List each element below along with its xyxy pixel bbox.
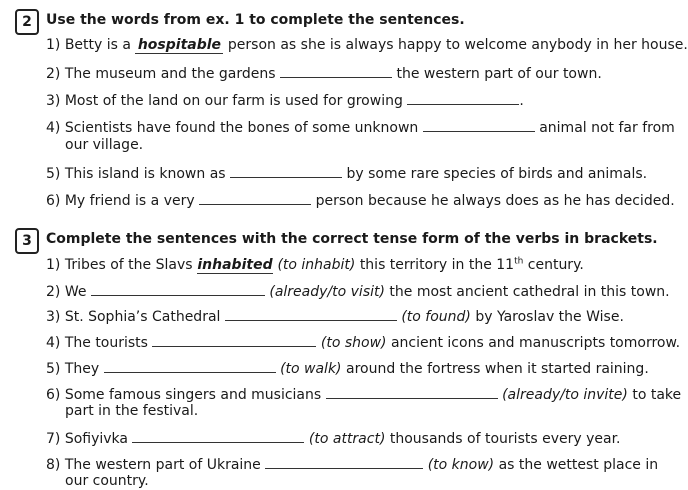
- sentence-text: around the fortress when it started raining.: [345, 361, 649, 377]
- item-number: 1): [46, 257, 61, 273]
- ex3-sentence-3: [46, 306, 624, 326]
- sentence-text: Betty is a: [64, 37, 131, 53]
- item-number: 3): [46, 309, 61, 325]
- answer-blank[interactable]: [225, 306, 397, 321]
- ex3-sentence-7: [46, 428, 621, 448]
- verb-hint: (to walk): [280, 361, 342, 377]
- ex2-sentence-2: [46, 63, 602, 83]
- sentence-text: person because he always does as he has decided.: [315, 193, 675, 209]
- sentence-text: the western part of our town.: [396, 66, 602, 82]
- ex3-sentence-8-continued: our country.: [65, 473, 149, 489]
- answer-blank[interactable]: [423, 117, 535, 132]
- ex2-sentence-4-continued: our village.: [65, 137, 144, 153]
- sentence-text: Tribes of the Slavs: [64, 257, 193, 273]
- sentence-text: The tourists: [64, 335, 148, 351]
- sentence-text: thousands of tourists every year.: [389, 431, 621, 447]
- answer-blank[interactable]: [230, 163, 342, 178]
- sentence-text: .: [519, 93, 524, 109]
- sentence-text: The museum and the gardens: [64, 66, 276, 82]
- exercise-3-title: Complete the sentences with the correct tense form of the verbs in brackets.: [46, 231, 658, 247]
- answer-blank[interactable]: hospitable: [135, 37, 223, 54]
- ex3-sentence-6: [46, 384, 681, 404]
- item-number: 4): [46, 120, 61, 136]
- sentence-text: as the wettest place in: [498, 457, 659, 473]
- answer-blank[interactable]: [199, 190, 311, 205]
- sentence-text: Scientists have found the bones of some unknown: [64, 120, 419, 136]
- ex3-sentence-4: [46, 332, 680, 352]
- sentence-text: Sofiyivka: [64, 431, 128, 447]
- sentence-text: person as she is always happy to welcome anybody in her house.: [227, 37, 688, 53]
- answer-blank[interactable]: [104, 358, 276, 373]
- ex2-sentence-3: [46, 90, 524, 110]
- answer-blank[interactable]: [132, 428, 304, 443]
- sentence-text: the most ancient cathedral in this town.: [389, 284, 670, 300]
- verb-hint: (to found): [401, 309, 471, 325]
- answer-blank[interactable]: [152, 332, 316, 347]
- answer-blank[interactable]: [280, 63, 392, 78]
- sentence-text: This island is known as: [64, 166, 226, 182]
- sentence-text: St. Sophia’s Cathedral: [64, 309, 221, 325]
- ex2-sentence-5: [46, 163, 647, 183]
- sentence-text: The western part of Ukraine: [64, 457, 261, 473]
- sentence-text: by Yaroslav the Wise.: [475, 309, 624, 325]
- answer-blank[interactable]: [265, 454, 423, 469]
- verb-hint: (already/to invite): [502, 387, 628, 403]
- item-number: 3): [46, 93, 61, 109]
- answer-blank[interactable]: [91, 281, 265, 296]
- sentence-text: Most of the land on our farm is used for growing: [64, 93, 403, 109]
- item-number: 7): [46, 431, 61, 447]
- verb-hint: (to know): [427, 457, 495, 473]
- verb-hint: (to show): [320, 335, 387, 351]
- item-number: 6): [46, 387, 61, 403]
- ordinal-suffix: th: [514, 256, 524, 267]
- ex3-sentence-1: [46, 256, 584, 274]
- item-number: 1): [46, 37, 61, 53]
- verb-hint: (already/to visit): [269, 284, 385, 300]
- answer-blank[interactable]: inhabited: [197, 257, 273, 273]
- sentence-text: ancient icons and manuscripts tomorrow.: [390, 335, 681, 351]
- ex3-sentence-5: [46, 358, 649, 378]
- verb-hint: (to attract): [308, 431, 386, 447]
- item-number: 5): [46, 361, 61, 377]
- ex2-sentence-1: [46, 36, 688, 54]
- item-number: 2): [46, 284, 61, 300]
- ex3-sentence-8: [46, 454, 658, 474]
- answer-blank[interactable]: [326, 384, 498, 399]
- sentence-text: Some famous singers and musicians: [64, 387, 322, 403]
- sentence-text: We: [64, 284, 87, 300]
- ex3-sentence-2: [46, 281, 670, 301]
- sentence-text: by some rare species of birds and animals.: [346, 166, 648, 182]
- sentence-text: They: [64, 361, 100, 377]
- ex2-sentence-6: [46, 190, 675, 210]
- item-number: 6): [46, 193, 61, 209]
- item-number: 8): [46, 457, 61, 473]
- item-number: 5): [46, 166, 61, 182]
- exercise-3-number: 3: [15, 228, 39, 254]
- sentence-text: My friend is a very: [64, 193, 195, 209]
- verb-hint: (to inhabit): [277, 257, 356, 273]
- exercise-2-title: Use the words from ex. 1 to complete the sentences.: [46, 12, 465, 28]
- ex2-sentence-4: [46, 117, 675, 137]
- item-number: 2): [46, 66, 61, 82]
- exercise-2-number: 2: [15, 9, 39, 35]
- ex3-sentence-6-continued: part in the festival.: [65, 403, 199, 419]
- sentence-text: this territory in the 11: [359, 257, 515, 273]
- sentence-text: to take: [632, 387, 682, 403]
- sentence-text: century.: [527, 257, 584, 273]
- sentence-text: animal not far from: [539, 120, 675, 136]
- answer-blank[interactable]: [407, 90, 519, 105]
- item-number: 4): [46, 335, 61, 351]
